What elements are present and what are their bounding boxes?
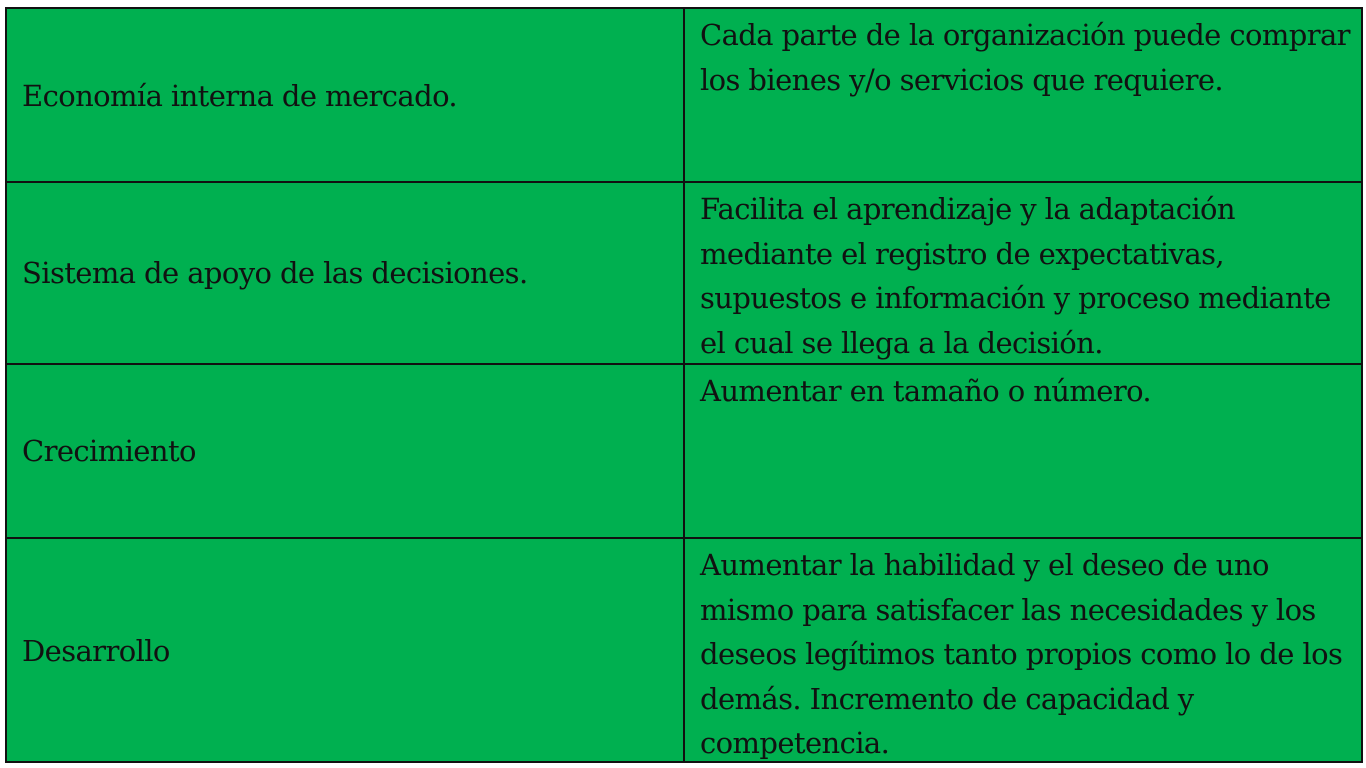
definitions-table [5,7,1363,763]
term-cell: Desarrollo [22,633,170,668]
table-row [7,363,1361,537]
definition-cell: Cada parte de la organización puede comprar los bienes y/o servicios que requiere. [683,9,1361,183]
definition-cell: Aumentar en tamaño o número. [683,365,1361,537]
term-cell: Sistema de apoyo de las decisiones. [22,255,528,290]
table-row [7,9,1361,183]
table-row [7,537,1361,763]
term-cell: Crecimiento [22,433,196,468]
table-row [7,181,1361,363]
definition-cell: Aumentar la habilidad y el deseo de uno mismo para satisfacer las necesidades y los deseos legítimos tanto propios como lo de los demás. Incremento de capacidad y competencia. [683,539,1361,763]
definition-cell: Facilita el aprendizaje y la adaptación mediante el registro de expectativas, supuestos e información y proceso mediante el cual se llega a la decisión. [683,183,1361,363]
term-cell: Economía interna de mercado. [22,78,458,113]
